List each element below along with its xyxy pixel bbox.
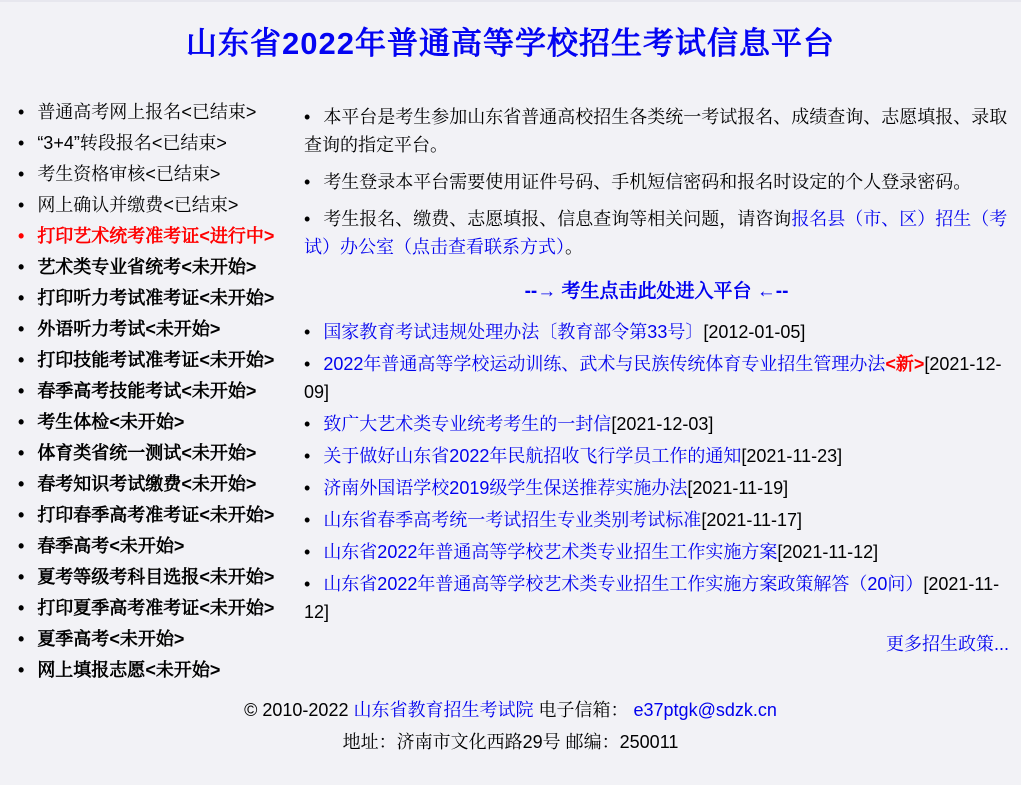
notice-list-item [304,570,1009,626]
contact-info-link[interactable]: 报名县（市、区）招生（考试）办公室（点击查看联系方式） [304,209,1008,257]
bullet-icon: • [18,505,25,525]
status-item-label: 普通高考网上报名 [37,102,182,122]
status-list-item [18,252,304,283]
bullet-icon: • [18,226,25,246]
status-item-status: <已结束> [151,133,227,153]
bullet-icon: • [18,288,25,308]
bullet-icon: • [18,567,25,587]
status-list-item [18,376,304,407]
footer [0,694,1021,758]
notice-link[interactable]: 关于做好山东省2022年民航招收飞行学员工作的通知 [323,446,742,466]
enter-platform-link[interactable]: --→ 考生点击此处进入平台 ←-- [524,281,789,302]
status-item-status: <未开始> [109,629,185,649]
status-item-status: <未开始> [181,443,257,463]
status-item-status: <未开始> [199,505,275,525]
status-item-label: 外语听力考试 [37,319,146,339]
bullet-icon: • [18,536,25,556]
notice-list-item [304,538,1009,566]
status-item-status: <未开始> [199,288,275,308]
bullet-icon: • [304,574,311,594]
org-link[interactable]: 山东省教育招生考试院 [353,700,534,720]
bullet-icon: • [18,598,25,618]
status-list-item [18,314,304,345]
bullet-icon: • [18,133,25,153]
notice-list-item [304,350,1009,406]
notice-link[interactable]: 国家教育考试违规处理办法〔教育部令第33号〕 [323,322,704,342]
status-list-item [18,159,304,190]
notice-date: [2021-11-12] [304,574,1000,622]
status-list-item [18,624,304,655]
paragraph-text: 考生登录本平台需要使用证件号码、手机短信密码和报名时设定的个人登录密码。 [323,172,972,192]
status-item-label: 艺术类专业省统考 [37,257,182,277]
status-item-status: <已结束> [163,195,239,215]
notice-date: [2021-11-19] [687,478,789,498]
status-list-item [18,593,304,624]
status-list-item [18,562,304,593]
status-list-item [18,283,304,314]
bullet-icon: • [304,209,311,229]
notice-date: [2021-12-09] [304,354,1002,402]
status-item-label: 体育类省统一测试 [37,443,182,463]
notice-link[interactable]: 致广大艺术类专业统考考生的一封信 [323,414,612,434]
status-list-item [18,438,304,469]
status-item-status: <未开始> [145,319,221,339]
status-list-item [18,345,304,376]
bullet-icon: • [304,354,311,374]
address-line: 地址：济南市文化西路29号 邮编：250011 [342,732,679,752]
bullet-icon: • [304,414,311,434]
notice-date: [2021-11-23] [741,446,843,466]
bullet-icon: • [18,257,25,277]
notice-date: [2021-11-17] [701,510,803,530]
page [0,2,1021,785]
bullet-icon: • [18,381,25,401]
status-list-item [18,531,304,562]
status-list-item [18,407,304,438]
status-item-label: 考生资格审核 [37,164,146,184]
email-link[interactable]: e37ptgk@sdzk.cn [633,700,777,720]
bullet-icon: • [304,172,311,192]
copyright-text: © 2010-2022 [244,700,349,720]
status-item-status: <未开始> [199,567,275,587]
status-item-status: <未开始> [145,660,221,680]
notice-link[interactable]: 山东省春季高考统一考试招生专业类别考试标准 [323,510,702,530]
bullet-icon: • [18,629,25,649]
notice-link[interactable]: 2022年普通高等学校运动训练、武术与民族传统体育专业招生管理办法 [323,354,886,374]
status-item-status: <未开始> [109,536,185,556]
paragraph-text: 本平台是考生参加山东省普通高校招生各类统一考试报名、成绩查询、志愿填报、录取查询的指定平台。 [304,107,1008,155]
bullet-icon: • [18,660,25,680]
notice-link[interactable]: 济南外国语学校2019级学生保送推荐实施办法 [323,478,688,498]
notice-list-item [304,442,1009,470]
status-item-label: 打印艺术统考准考证 [37,226,200,246]
bullet-icon: • [304,478,311,498]
status-item-label: 春考知识考试缴费 [37,474,182,494]
bullet-icon: • [304,322,311,342]
status-list-item [18,221,304,252]
notice-list [304,318,1009,626]
status-item-label: 打印春季高考准考证 [37,505,200,525]
status-item-status: <未开始> [199,598,275,618]
contact-paragraph [304,205,1009,261]
bullet-icon: • [18,319,25,339]
status-item-status: <已结束> [181,102,257,122]
status-item-label: 网上确认并缴费 [37,195,164,215]
status-list-item [18,500,304,531]
bullet-icon: • [18,412,25,432]
intro-paragraph-2 [304,168,1009,196]
notice-date: [2021-12-03] [611,414,714,434]
notice-list-item [304,474,1009,502]
notice-list-item [304,410,1009,438]
status-sidebar [0,97,304,686]
status-item-label: 打印夏季高考准考证 [37,598,200,618]
status-item-status: <已结束> [145,164,221,184]
more-policies-row [304,630,1009,656]
page-title: 山东省2022年普通高等学校招生考试信息平台 [186,26,835,61]
status-item-label: 夏季高考 [37,629,110,649]
status-item-status: <未开始> [109,412,185,432]
bullet-icon: • [18,350,25,370]
status-item-label: 考生体检 [37,412,110,432]
notice-date: [2021-11-12] [777,542,879,562]
intro-paragraph-1 [304,103,1009,159]
status-list-item [18,97,304,128]
bullet-icon: • [18,164,25,184]
enter-platform-row [304,276,1009,303]
status-item-status: <进行中> [199,226,275,246]
status-item-label: 网上填报志愿 [37,660,146,680]
copyright-line [0,694,1021,726]
bullet-icon: • [18,102,25,122]
status-item-status: <未开始> [181,474,257,494]
status-item-status: <未开始> [181,381,257,401]
status-item-label: 打印听力考试准考证 [37,288,200,308]
bullet-icon: • [304,107,311,127]
status-item-label: 春季高考技能考试 [37,381,182,401]
bullet-icon: • [304,446,311,466]
bullet-icon: • [304,510,311,530]
notice-link[interactable]: 山东省2022年普通高等学校艺术类专业招生工作实施方案政策解答（20问） [323,574,924,594]
notice-list-item [304,506,1009,534]
bullet-icon: • [18,474,25,494]
status-list-item [18,655,304,686]
more-policies-link[interactable]: 更多招生政策... [885,634,1009,654]
status-item-label: 夏考等级考科目选报 [37,567,200,587]
email-label: 电子信箱： [538,700,629,720]
status-item-status: <未开始> [181,257,257,277]
bullet-icon: • [18,443,25,463]
notice-link[interactable]: 山东省2022年普通高等学校艺术类专业招生工作实施方案 [323,542,778,562]
status-item-status: <未开始> [199,350,275,370]
status-item-label: 春季高考 [37,536,110,556]
main-content [304,97,1021,686]
new-badge: <新> [885,354,925,374]
status-list-item [18,190,304,221]
bullet-icon: • [304,542,311,562]
status-list-item [18,469,304,500]
paragraph-text: 。 [565,237,583,257]
status-item-label: 打印技能考试准考证 [37,350,200,370]
notice-date: [2012-01-05] [703,322,806,342]
content-area [0,97,1021,686]
paragraph-text: 考生报名、缴费、志愿填报、信息查询等相关问题，请咨询 [323,209,792,229]
status-list-item [18,128,304,159]
notice-list-item [304,318,1009,346]
status-item-label: “3+4”转段报名 [37,133,152,153]
bullet-icon: • [18,195,25,215]
